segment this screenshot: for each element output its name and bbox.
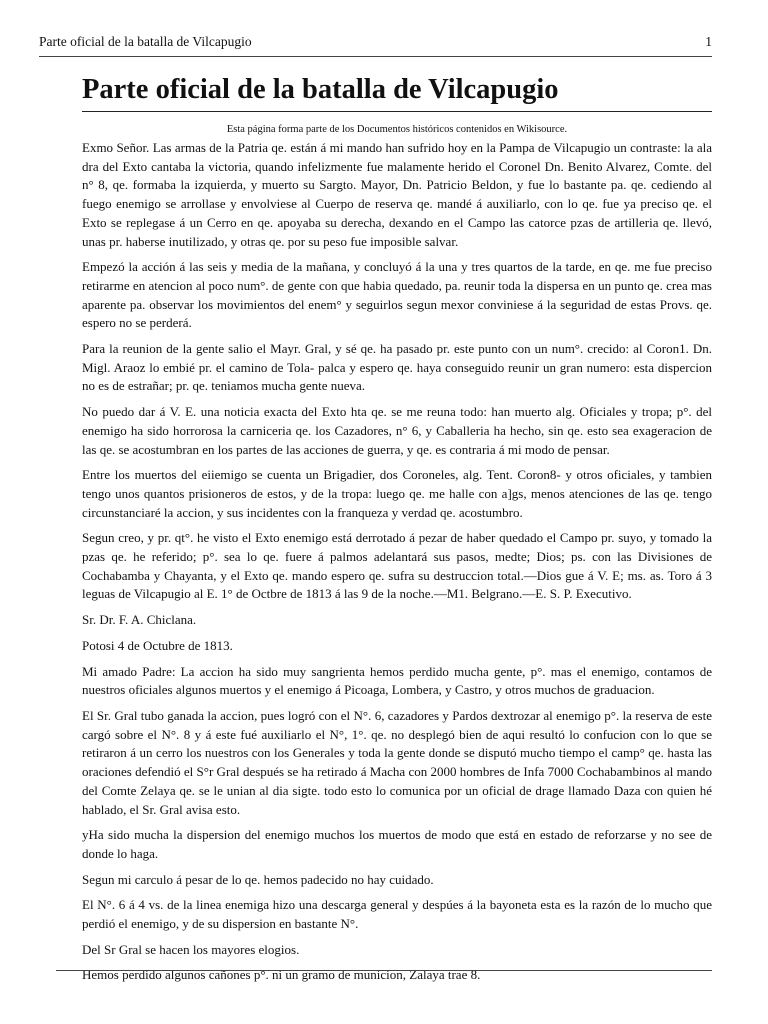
paragraph: yHa sido mucha la dispersion del enemigo muchos los muertos de modo que está en estado de reforzarse y no see de donde lo haga. <box>82 827 712 861</box>
document-body <box>82 139 712 992</box>
paragraph: Segun mi carculo á pesar de lo qe. hemos padecido no hay cuidado. <box>82 871 434 887</box>
page-title: Parte oficial de la batalla de Vilcapugio <box>82 73 712 112</box>
paragraph: Segun creo, y pr. qt°. he visto el Exto enemigo está derrotado á pezar de haber quedado el Campo pr. suyo, y tomado la pzas qe. he referido; p°. sea lo qe. fuere á palmos adelantará sus pasos, medte; Dios; ps. con las Divisiones de Cochabamba y Chayanta, y el Exto qe. mando espero qe. sufra su destruccion total.—Dios gue á V. E; ms. as. Toro á 3 leguas de Vilcapugio al E. 1° de Octbre de 1813 á las 9 de la noche.—M1. Belgrano.—E. S. P. Executivo. <box>82 530 712 602</box>
paragraph: Del Sr Gral se hacen los mayores elogios. <box>82 941 300 957</box>
paragraph: Para la reunion de la gente salio el Mayr. Gral, y sé qe. ha pasado pr. este punto con un num°. crecido: al Coron1. Dn. Migl. Araoz lo embié pr. el camino de Tola- palca y espero qe. haya conseguido reunir un gran numero: esta dispercion no es de estrañar; pr. qe. teniamos mucha gente nueva. <box>82 341 712 394</box>
paragraph: Entre los muertos del eiiemigo se cuenta un Brigadier, dos Coroneles, alg. Tent. Coron8- y otros oficiales, y tambien tengo unos quantos prisioneros de estos, y de la tropa: luego qe. me halle con a]gs, menos atenciones de las qe. tengo circunstanciaré la accion, y sus incidentes con la franqueza y verdad qe. acostumbro. <box>82 467 712 520</box>
page-number: 1 <box>705 34 712 49</box>
wikisource-note: Esta página forma parte de los Documentos históricos contenidos en Wikisource. <box>226 124 568 135</box>
paragraph: Mi amado Padre: La accion ha sido muy sangrienta hemos perdido mucha gente, p°. mas el enemigo, contamos de nuestros oficiales algunos muertos y el enemigo á Picoaga, Lombera, y Castro, y otros muchos de graduacion. <box>82 663 712 698</box>
paragraph: No puedo dar á V. E. una noticia exacta del Exto hta qe. se me reuna todo: han muerto alg. Oficiales y tropa; p°. del enemigo ha sido horrorosa la carniceria qe. los Cazadores, n° 6, y Caballeria ha hecho, sin qe. esto sea exageracion de las qe. se acostumbran en los partes de las acciones de guerra, y qe. es contraria á mi modo de pensar. <box>82 404 712 457</box>
paragraph: Potosi 4 de Octubre de 1813. <box>82 637 233 653</box>
running-header <box>39 34 712 57</box>
paragraph: El N°. 6 á 4 vs. de la linea enemiga hizo una descarga general y despúes á la bayoneta esta es la razón de lo mucho que perdió el enemigo, y de su dispersion en bastante N°. <box>82 897 712 932</box>
paragraph: Sr. Dr. F. A. Chiclana. <box>82 612 197 628</box>
paragraph: Exmo Señor. Las armas de la Patria qe. están á mi mando han sufrido hoy en la Pampa de Vilcapugio un contraste: la ala dra del Exto cantaba la victoria, quando infelizmente fue malamente herido el Coronel Dn. Benito Alvarez, Comte. del n° 8, qe. formaba la izquierda, y muerto su Sargto. Mayor, Dn. Patricio Beldon, y fue lo bastante pa. qe. cediendo al fuego enemigo se arrollase y envolviese al Cuerpo de reserva qe. mandé á auxiliarlo, con lo qe. fue ya preciso qe. el Exto se replegase á un Cerro en qe. apoyaba su derecha, dexando en el Campo las catorce pzas de artilleria qe. llevó, unas pr. haberse inutilizado, y otras qe. por su peso fue imposible salvar. <box>82 140 712 249</box>
running-title: Parte oficial de la batalla de Vilcapugio <box>39 34 252 49</box>
paragraph: El Sr. Gral tubo ganada la accion, pues logró con el N°. 6, cazadores y Pardos dextrozar al enemigo p°. la reserva de este cargó sobre el N°. 8 y á este fué auxiliarlo el N°, 1°. qe. no desplegó bien de aqui resultó lo confucion con lo que se retiraron á un cerro los nuestros con los Generales y toda la gente donde se disputó mucho tiempo el camp° qe. hasta las oraciones defendió el S°r Gral después se ha retirado á Macha con 2000 hombres de Infa 7000 Cochabambinos al mando del Comte Zelaya qe. se le unian al dia sigte. todo esto lo comunica por un oficial de drage llamado Daza con quien hé hablado, el Sr. Gral avisa esto. <box>82 707 712 817</box>
paragraph: Hemos perdido algunos cañones p°. ni un gramo de municion, Zalaya trae 8. <box>82 967 481 983</box>
footer-rule <box>56 970 712 971</box>
paragraph: Empezó la acción á las seis y media de la mañana, y concluyó á la una y tres quartos de la tarde, en qe. me fue preciso retirarme en atencion al poco num°. de gente con que habia quedado, pa. reunir toda la dispersa en un punto qe. crea mas aparente pa. observar los movimientos del enem° y seguirlos segun mexor conviniese á la seguridad de estas Provs. qe. espero no se perderá. <box>82 259 712 331</box>
